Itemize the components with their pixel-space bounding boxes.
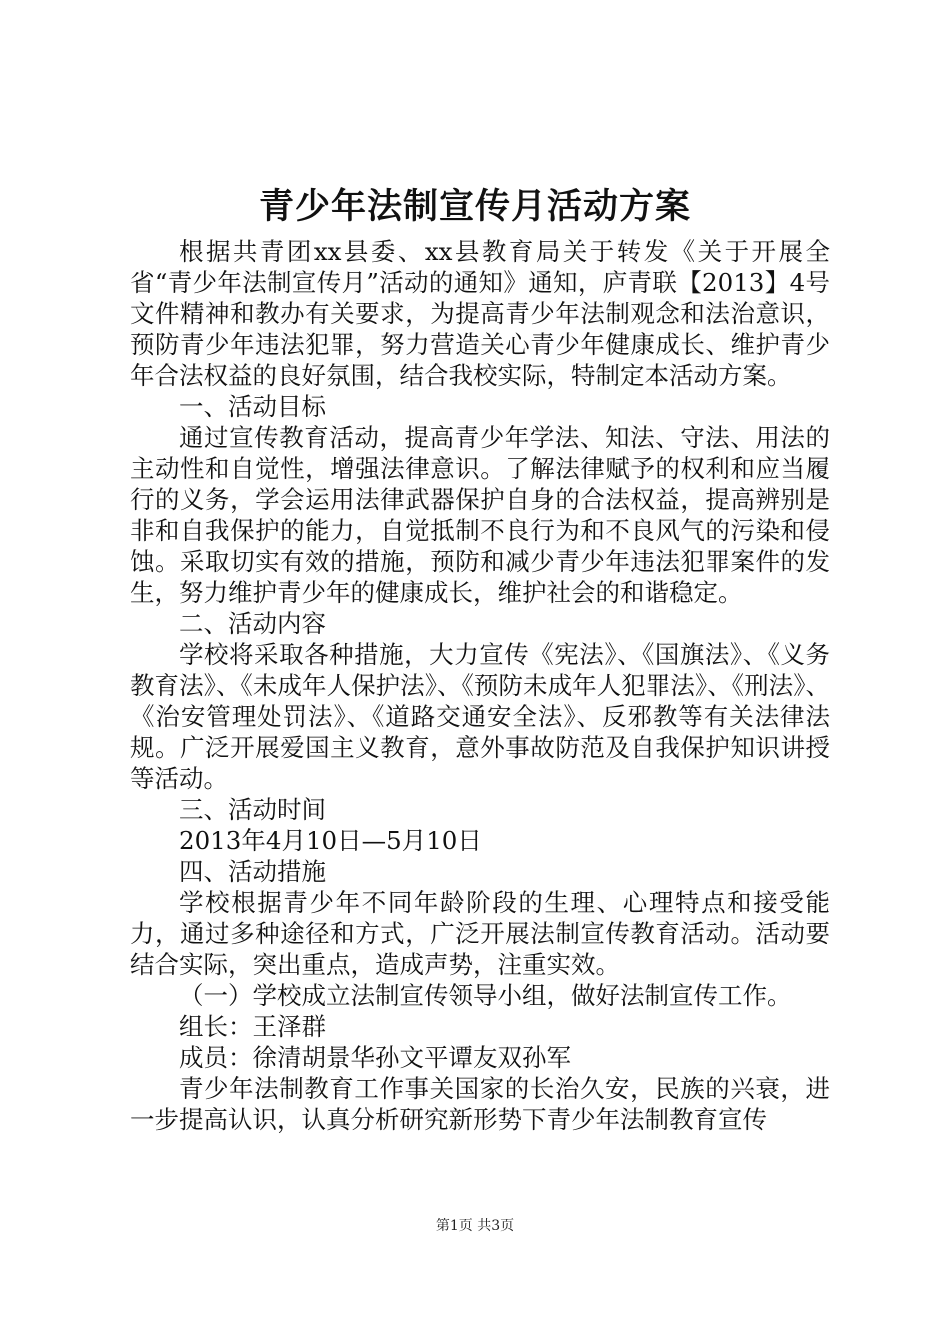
document-body bbox=[130, 236, 830, 1135]
content-paragraph: 学校将采取各种措施，大力宣传《宪法》、《国旗法》、《义务教育法》、《未成年人保护法》、《预防未成年人犯罪法》、《刑法》、《治安管理处罚法》、《道路交通安全法》、反邪教等有关法律法规。广泛开展爱国主义教育，意外事故防范及自我保护知识讲授等活动。 bbox=[130, 640, 830, 793]
measures-paragraph: 学校根据青少年不同年龄阶段的生理、心理特点和接受能力，通过多种途径和方式，广泛开展法制宣传教育活动。活动要结合实际，突出重点，造成声势，注重实效。 bbox=[130, 888, 830, 979]
intro-paragraph: 根据共青团xx县委、xx县教育局关于转发《关于开展全省“青少年法制宣传月”活动的通知》通知，庐青联【2013】4号文件精神和教办有关要求，为提高青少年法制观念和法治意识，预防青少年违法犯罪，努力营造关心青少年健康成长、维护青少年合法权益的良好氛围，结合我校实际，特制定本活动方案。 bbox=[130, 237, 830, 390]
section-heading-measures: 四、活动措施 bbox=[179, 857, 326, 886]
document-title: 青少年法制宣传月活动方案 bbox=[258, 187, 691, 227]
team-members: 成员：徐清胡景华孙文平谭友双孙军 bbox=[179, 1043, 571, 1072]
time-paragraph: 2013年4月10日—5月10日 bbox=[179, 826, 482, 855]
section-heading-content: 二、活动内容 bbox=[179, 609, 326, 638]
measure-item-1: （一）学校成立法制宣传领导小组，做好法制宣传工作。 bbox=[179, 981, 792, 1010]
section-heading-goals: 一、活动目标 bbox=[179, 392, 326, 421]
team-leader: 组长：王泽群 bbox=[179, 1012, 326, 1041]
page-footer: 第1页 共3页 bbox=[435, 1218, 515, 1234]
section-heading-time: 三、活动时间 bbox=[179, 795, 326, 824]
closing-paragraph: 青少年法制教育工作事关国家的长治久安，民族的兴衰，进一步提高认识，认真分析研究新形势下青少年法制教育宣传 bbox=[130, 1074, 830, 1134]
goals-paragraph: 通过宣传教育活动，提高青少年学法、知法、守法、用法的主动性和自觉性，增强法律意识。了解法律赋予的权利和应当履行的义务，学会运用法律武器保护自身的合法权益，提高辨别是非和自我保护的能力，自觉抵制不良行为和不良风气的污染和侵蚀。采取切实有效的措施，预防和减少青少年违法犯罪案件的发生，努力维护青少年的健康成长，维护社会的和谐稳定。 bbox=[130, 423, 830, 607]
